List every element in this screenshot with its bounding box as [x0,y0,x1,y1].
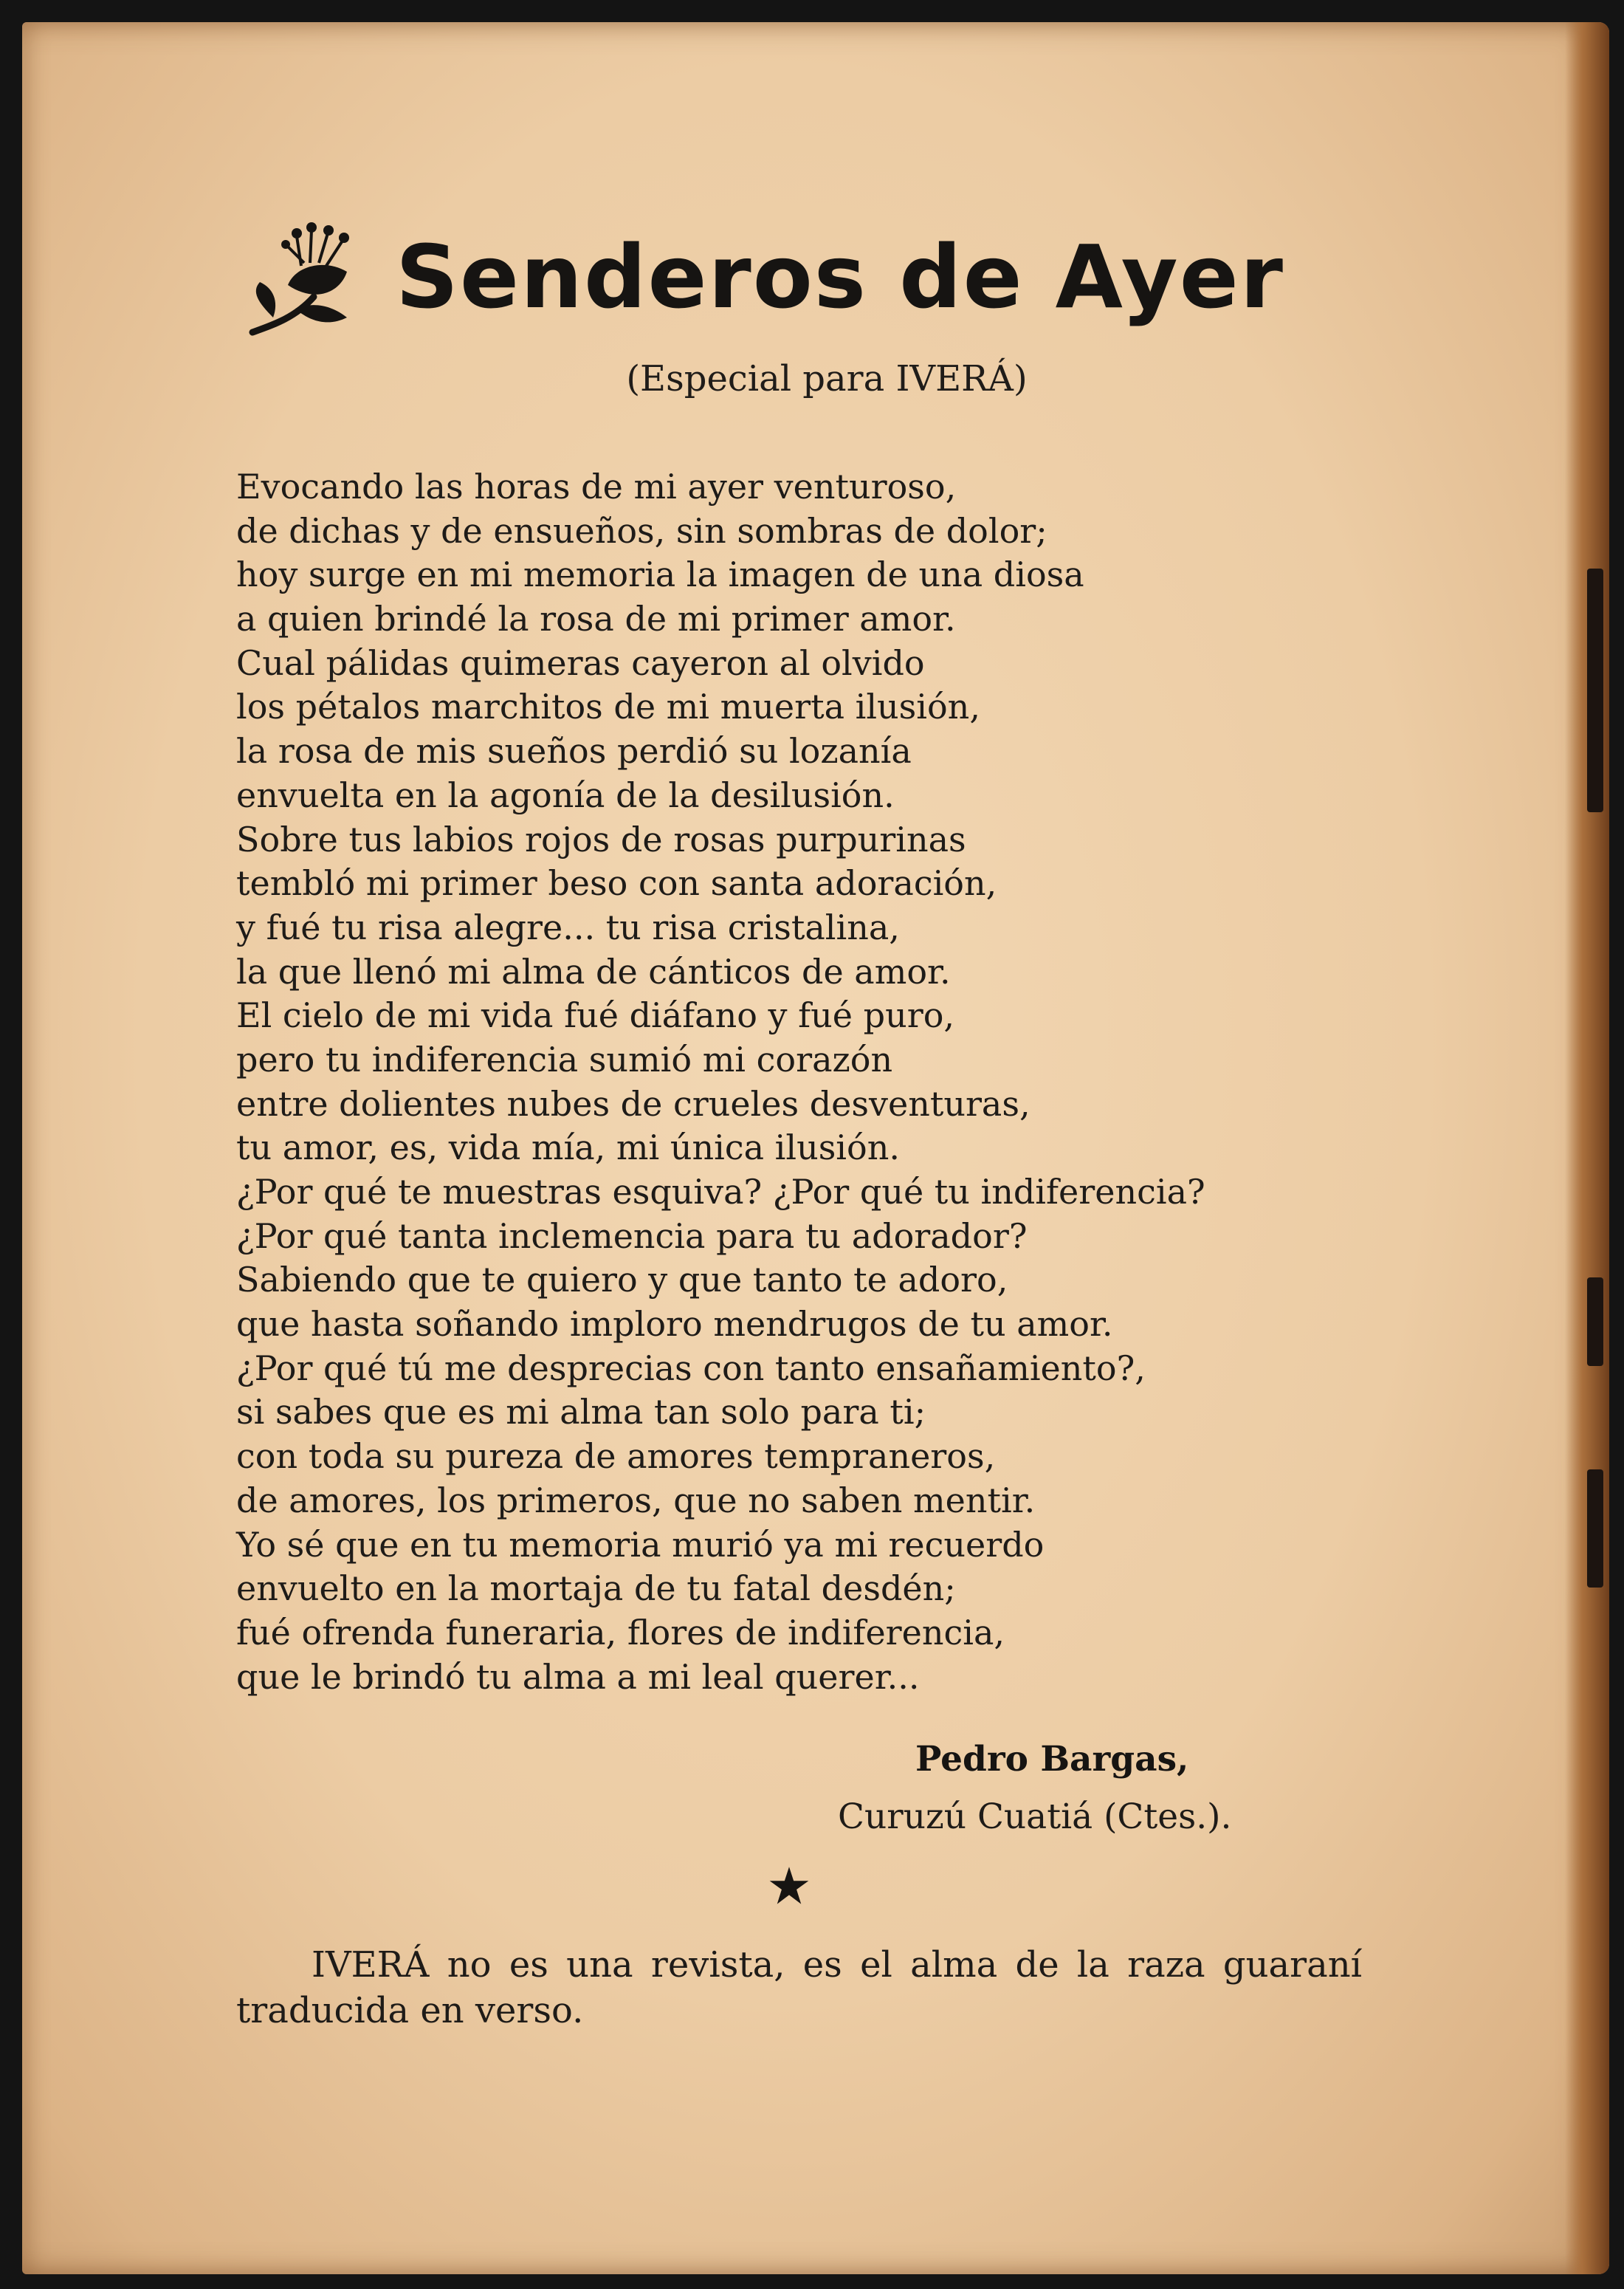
poem-line: envuelta en la agonía de la desilusión. [236,775,895,815]
poem-line: ¿Por qué tanta inclemencia para tu adorador? [236,1215,1028,1256]
poem-line: Cual pálidas quimeras cayeron al olvido [236,642,925,683]
poem-line: que le brindó tu alma a mi leal querer... [236,1656,920,1697]
flower-icon [244,214,354,340]
poem-line: Evocando las horas de mi ayer venturoso, [236,467,957,507]
poem-line: Sabiendo que te quiero y que tanto te adoro, [236,1260,1008,1300]
poem-line: y fué tu risa alegre... tu risa cristalina, [236,907,900,947]
binding-tab-mark [1587,569,1603,812]
poem-line: la que llenó mi alma de cánticos de amor. [236,951,951,992]
poem-line: de amores, los primeros, que no saben mentir. [236,1480,1036,1520]
star-icon [768,1865,810,1907]
binding-tab-mark [1587,1469,1603,1588]
poem-line: ¿Por qué te muestras esquiva? ¿Por qué tu indiferencia? [236,1172,1205,1212]
poem-line: ¿Por qué tú me desprecias con tanto ensañamiento?, [236,1348,1146,1388]
poem-line: El cielo de mi vida fué diáfano y fué puro, [236,995,955,1036]
poem-line: pero tu indiferencia sumió mi corazón [236,1039,893,1080]
poem-line: tembló mi primer beso con santa adoración, [236,863,997,904]
poem-line: con toda su pureza de amores tempraneros, [236,1436,996,1477]
magazine-page [22,22,1609,2274]
poem-line: tu amor, es, vida mía, mi única ilusión. [236,1128,900,1168]
author-place: Curuzú Cuatiá (Ctes.). [838,1796,1232,1837]
poem-line: que hasta soñando imploro mendrugos de tu amor. [236,1304,1113,1345]
poem-line: la rosa de mis sueños perdió su lozanía [236,731,912,772]
poem-line: Sobre tus labios rojos de rosas purpurinas [236,819,966,859]
poem-line: fué ofrenda funeraria, flores de indiferencia, [236,1612,1005,1653]
poem-line: si sabes que es mi alma tan solo para ti; [236,1392,926,1432]
article-title: Senderos de Ayer [396,226,1284,328]
poem-line: envuelto en la mortaja de tu fatal desdén; [236,1568,956,1609]
poem-line: entre dolientes nubes de crueles desventuras, [236,1083,1031,1124]
article-header [244,207,1351,347]
poem-line: de dichas y de ensueños, sin sombras de dolor; [236,510,1047,551]
author-name: Pedro Bargas, [915,1739,1189,1780]
poem-line: a quien brindé la rosa de mi primer amor. [236,599,956,639]
poem-line: los pétalos marchitos de mi muerta ilusión, [236,687,980,727]
closing-note: IVERÁ no es una revista, es el alma de la raza guaraní traducida en verso. [236,1944,1362,2031]
binding-tab-mark [1587,1277,1603,1366]
article-subtitle: (Especial para IVERÁ) [626,358,1028,399]
poem-line: hoy surge en mi memoria la imagen de una diosa [236,555,1084,595]
poem-body [236,465,1447,1699]
poem-line: Yo sé que en tu memoria murió ya mi recuerdo [236,1524,1045,1565]
